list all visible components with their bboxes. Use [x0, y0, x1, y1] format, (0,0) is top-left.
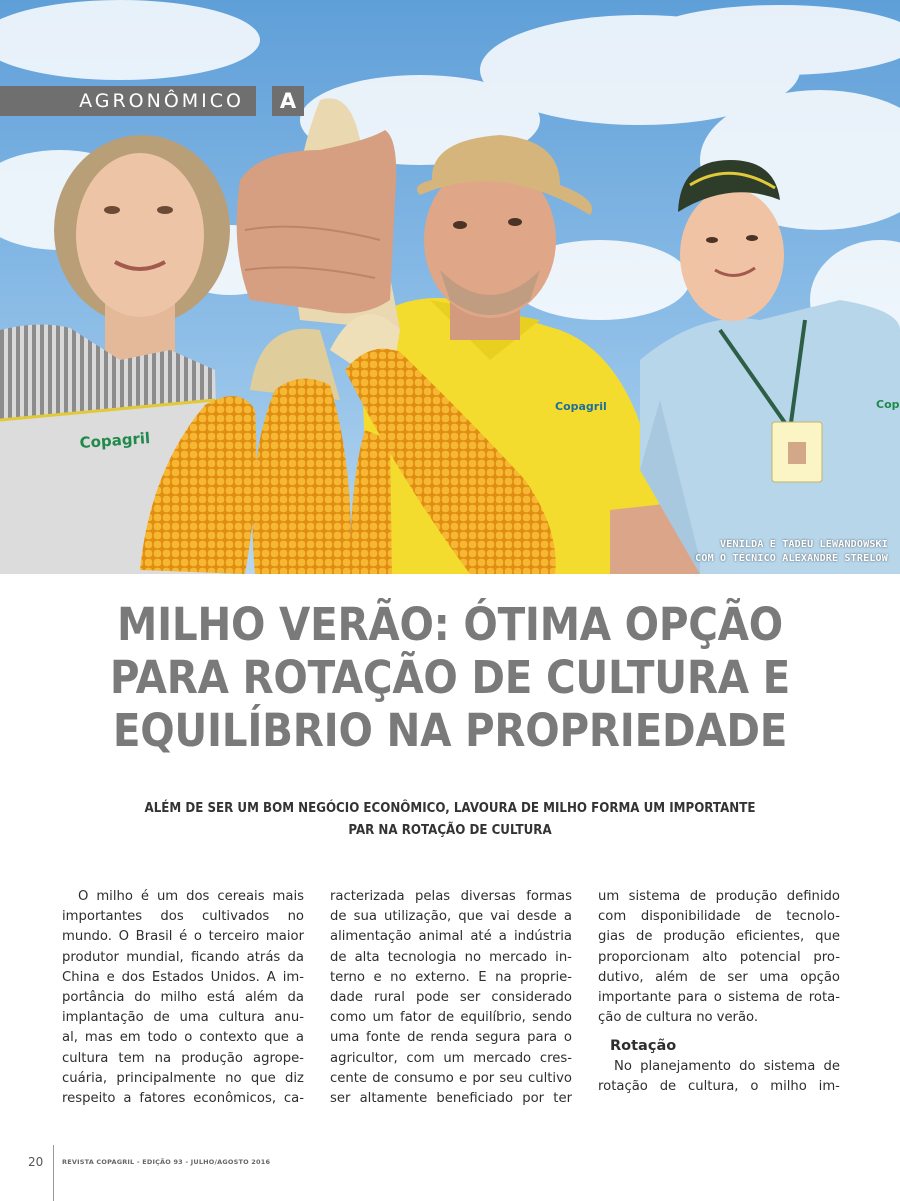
body-text-line: de alta tecnologia no mercado in-: [330, 949, 572, 965]
body-text-line: No planejamento do sistema de: [614, 1058, 840, 1074]
body-text-line: ser altamente beneficiado por ter: [330, 1091, 572, 1107]
body-text-line: proporcionam alto potencial pro-: [598, 949, 840, 965]
body-text-line: dade rural pode ser considerado: [330, 990, 572, 1006]
shirt-logo-left: Copagril: [79, 429, 151, 452]
body-text-line: importantes dos cultivados no: [62, 909, 304, 925]
article-subheading: [100, 797, 800, 841]
body-text-line: implantação de uma cultura anu-: [62, 1010, 304, 1026]
section-letter-badge: A: [272, 86, 304, 116]
section-label: AGRONÔMICO: [79, 90, 244, 112]
body-text-line: ção de cultura no verão.: [598, 1010, 759, 1026]
body-column-2: [330, 887, 572, 1107]
body-column-3: [598, 887, 840, 1107]
body-text-line: com disponibilidade de tecnolo-: [598, 909, 840, 925]
body-text-line: como um fator de equilíbrio, sendo: [330, 1010, 572, 1026]
body-text-line: rotação de cultura, o milho im-: [598, 1078, 840, 1094]
cover-photo: [0, 0, 900, 574]
section-tag: [0, 86, 256, 116]
shirt-logo-right: Cop: [876, 398, 900, 411]
article-headline: [60, 598, 840, 757]
photo-caption-line: COM O TÉCNICO ALEXANDRE STRELOW: [695, 553, 888, 564]
headline-line: PARA ROTAÇÃO DE CULTURA E: [109, 651, 791, 704]
body-text-line: um sistema de produção definido: [598, 889, 840, 904]
body-text-line: racterizada pelas diversas formas: [330, 889, 572, 904]
section-subheading: Rotação: [610, 1038, 677, 1055]
footer-publication: REVISTA COPAGRIL - EDIÇÃO 93 - JULHO/AGOSTO 2016: [62, 1158, 271, 1166]
headline-line: EQUILÍBRIO NA PROPRIEDADE: [112, 704, 788, 757]
body-text-line: agricultor, com um mercado cres-: [330, 1050, 572, 1066]
body-text-line: uma fonte de renda segura para o: [330, 1030, 572, 1046]
subheading-line: PAR NA ROTAÇÃO DE CULTURA: [348, 822, 552, 838]
photo-caption-line: VENILDA E TADEU LEWANDOWSKI: [720, 539, 888, 550]
body-text-line: cente de consumo e por seu cultivo: [330, 1070, 572, 1086]
body-text-line: de sua utilização, que vai desde a: [330, 909, 572, 925]
article-body: [62, 887, 840, 1107]
body-text-line: cuária, principalmente no que diz: [62, 1070, 304, 1086]
body-text-line: respeito a fatores econômicos, ca-: [62, 1091, 304, 1107]
page-number: 20: [28, 1155, 44, 1169]
subheading-line: ALÉM DE SER UM BOM NEGÓCIO ECONÔMICO, LAVOURA DE MILHO FORMA UM IMPORTANTE: [144, 800, 756, 816]
photo-caption: [695, 538, 888, 566]
body-text-line: al, mas em todo o contexto que a: [62, 1030, 304, 1046]
body-text-line: produtor mundial, ficando atrás da: [62, 949, 304, 965]
body-text-line: O milho é um dos cereais mais: [78, 889, 304, 904]
body-text-line: dutivo, além de ser uma opção: [598, 969, 840, 985]
body-column-1: [62, 887, 304, 1107]
body-text-line: importante para o sistema de rota-: [598, 990, 840, 1006]
body-text-line: mundo. O Brasil é o terceiro maior: [62, 929, 304, 945]
body-text-line: cultura tem na produção agrope-: [62, 1050, 304, 1066]
body-text-line: terno e no externo. E na proprie-: [330, 969, 572, 985]
footer-divider: [53, 1145, 54, 1201]
body-text-line: alimentação animal até a indústria: [330, 929, 572, 945]
headline-line: MILHO VERÃO: ÓTIMA OPÇÃO: [117, 598, 783, 651]
body-text-line: portância do milho está além da: [62, 990, 304, 1006]
body-text-line: gias de produção eficientes, que: [598, 929, 840, 945]
shirt-logo-center: Copagril: [555, 400, 607, 413]
body-text-line: China e dos Estados Unidos. A im-: [62, 969, 304, 985]
